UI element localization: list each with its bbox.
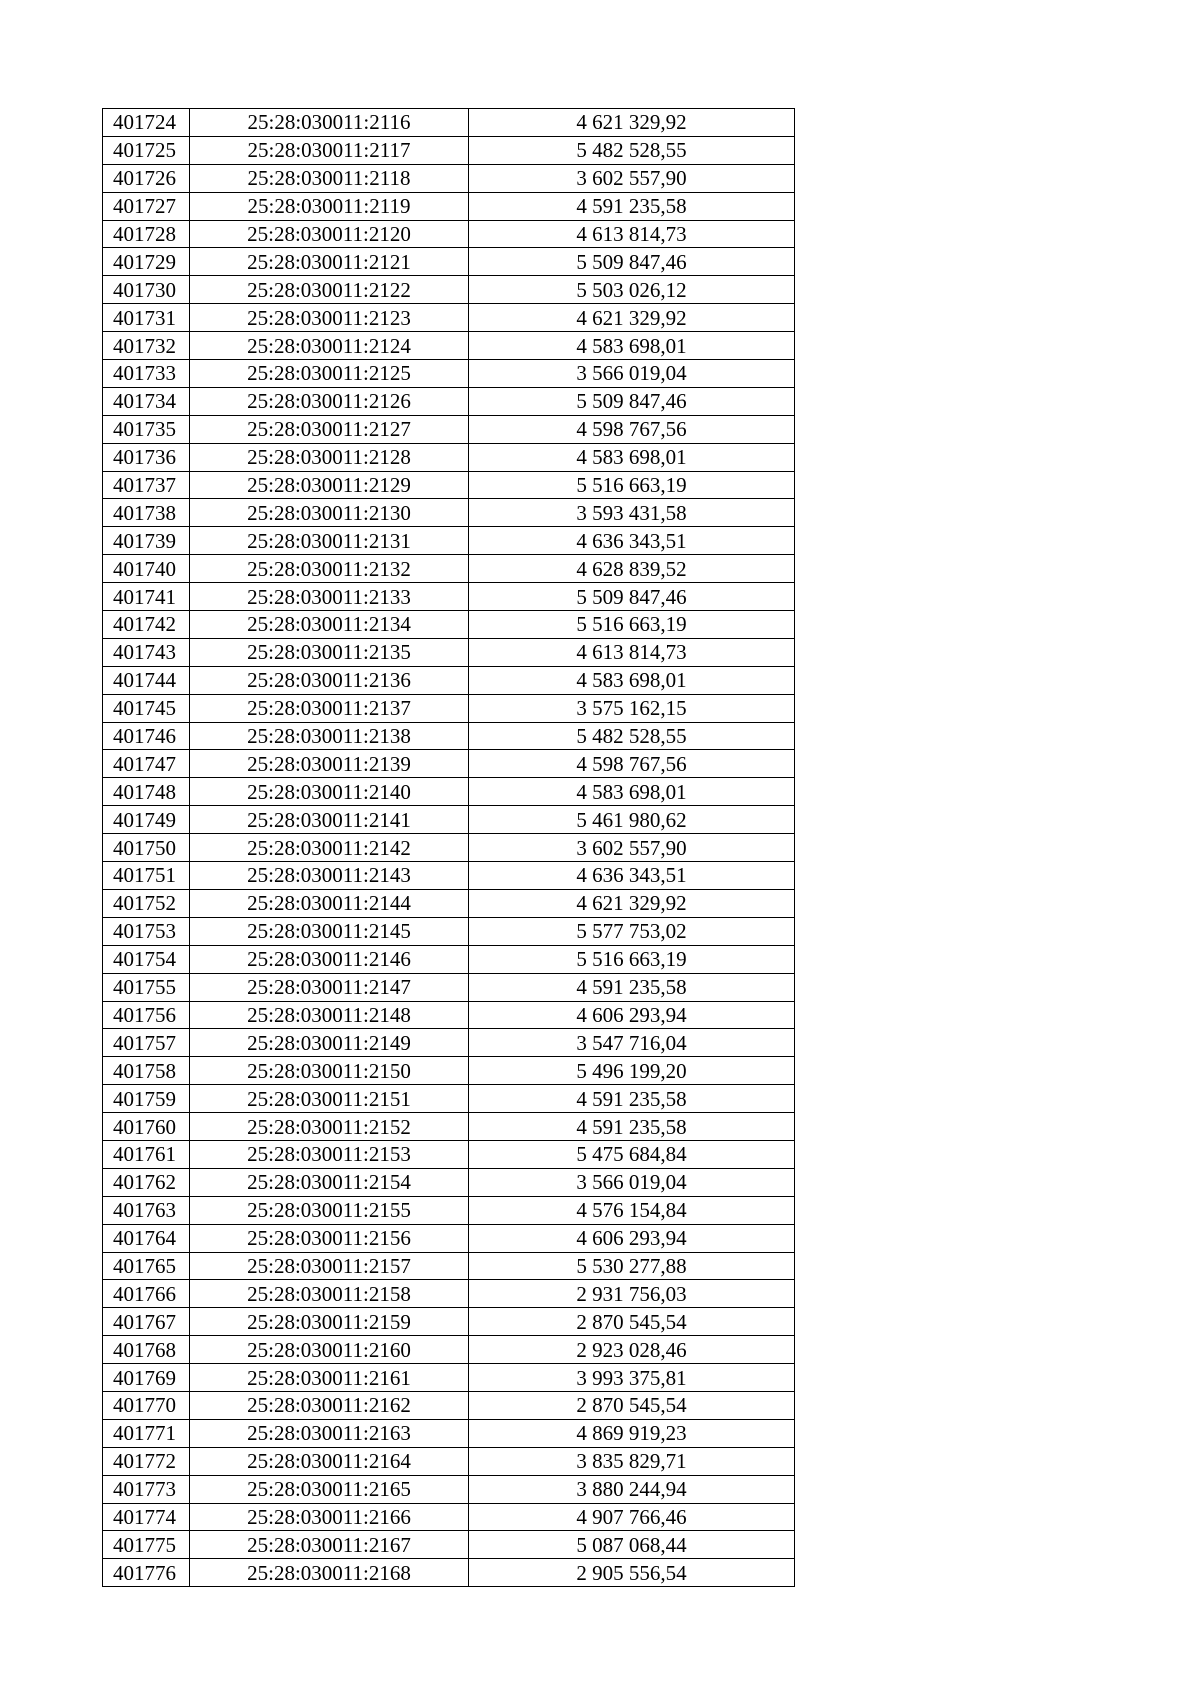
table-row — [103, 1140, 795, 1168]
cadastral-number-cell: 25:28:030011:2156 — [190, 1224, 469, 1252]
cadastral-number-cell: 25:28:030011:2163 — [190, 1419, 469, 1447]
cadastral-number-cell: 25:28:030011:2145 — [190, 917, 469, 945]
cadastral-value-cell: 5 496 199,20 — [469, 1057, 795, 1085]
table-row — [103, 387, 795, 415]
table-row — [103, 834, 795, 862]
cadastral-value-cell: 4 583 698,01 — [469, 443, 795, 471]
cadastral-value-cell: 5 509 847,46 — [469, 583, 795, 611]
cadastral-number-cell: 25:28:030011:2125 — [190, 360, 469, 388]
cadastral-value-cell: 5 509 847,46 — [469, 248, 795, 276]
cadastral-value-cell: 4 613 814,73 — [469, 220, 795, 248]
table-row — [103, 1113, 795, 1141]
table-row — [103, 917, 795, 945]
cadastral-number-cell: 25:28:030011:2165 — [190, 1475, 469, 1503]
row-number-cell: 401738 — [103, 499, 190, 527]
table-row — [103, 1559, 795, 1587]
cadastral-value-cell: 4 621 329,92 — [469, 109, 795, 137]
table-row — [103, 248, 795, 276]
row-number-cell: 401776 — [103, 1559, 190, 1587]
cadastral-value-cell: 4 628 839,52 — [469, 555, 795, 583]
row-number-cell: 401757 — [103, 1029, 190, 1057]
row-number-cell: 401764 — [103, 1224, 190, 1252]
table-row — [103, 806, 795, 834]
cadastral-value-cell: 5 516 663,19 — [469, 611, 795, 639]
cadastral-value-cell: 4 591 235,58 — [469, 1085, 795, 1113]
cadastral-number-cell: 25:28:030011:2131 — [190, 527, 469, 555]
cadastral-number-cell: 25:28:030011:2153 — [190, 1140, 469, 1168]
cadastral-number-cell: 25:28:030011:2147 — [190, 973, 469, 1001]
row-number-cell: 401734 — [103, 387, 190, 415]
cadastral-value-cell: 5 577 753,02 — [469, 917, 795, 945]
row-number-cell: 401765 — [103, 1252, 190, 1280]
cadastral-value-cell: 4 907 766,46 — [469, 1503, 795, 1531]
cadastral-number-cell: 25:28:030011:2159 — [190, 1308, 469, 1336]
cadastral-number-cell: 25:28:030011:2119 — [190, 192, 469, 220]
row-number-cell: 401728 — [103, 220, 190, 248]
cadastral-value-cell: 4 583 698,01 — [469, 332, 795, 360]
table-row — [103, 164, 795, 192]
row-number-cell: 401773 — [103, 1475, 190, 1503]
table-row — [103, 332, 795, 360]
cadastral-number-cell: 25:28:030011:2129 — [190, 471, 469, 499]
cadastral-value-cell: 4 869 919,23 — [469, 1419, 795, 1447]
row-number-cell: 401740 — [103, 555, 190, 583]
cadastral-number-cell: 25:28:030011:2122 — [190, 276, 469, 304]
table-row — [103, 1308, 795, 1336]
cadastral-number-cell: 25:28:030011:2144 — [190, 889, 469, 917]
cadastral-value-cell: 4 636 343,51 — [469, 527, 795, 555]
row-number-cell: 401751 — [103, 862, 190, 890]
table-row — [103, 1364, 795, 1392]
table-row — [103, 1001, 795, 1029]
cadastral-number-cell: 25:28:030011:2158 — [190, 1280, 469, 1308]
row-number-cell: 401769 — [103, 1364, 190, 1392]
table-row — [103, 136, 795, 164]
row-number-cell: 401748 — [103, 778, 190, 806]
row-number-cell: 401753 — [103, 917, 190, 945]
cadastral-value-table — [102, 108, 795, 1587]
row-number-cell: 401754 — [103, 945, 190, 973]
cadastral-value-cell: 4 583 698,01 — [469, 778, 795, 806]
cadastral-value-cell: 3 602 557,90 — [469, 164, 795, 192]
table-row — [103, 360, 795, 388]
row-number-cell: 401731 — [103, 304, 190, 332]
row-number-cell: 401737 — [103, 471, 190, 499]
cadastral-value-cell: 5 087 068,44 — [469, 1531, 795, 1559]
cadastral-value-cell: 5 530 277,88 — [469, 1252, 795, 1280]
row-number-cell: 401759 — [103, 1085, 190, 1113]
cadastral-value-cell: 4 621 329,92 — [469, 304, 795, 332]
cadastral-number-cell: 25:28:030011:2126 — [190, 387, 469, 415]
cadastral-number-cell: 25:28:030011:2120 — [190, 220, 469, 248]
row-number-cell: 401752 — [103, 889, 190, 917]
table-row — [103, 415, 795, 443]
cadastral-number-cell: 25:28:030011:2118 — [190, 164, 469, 192]
table-row — [103, 555, 795, 583]
cadastral-number-cell: 25:28:030011:2121 — [190, 248, 469, 276]
table-row — [103, 192, 795, 220]
cadastral-number-cell: 25:28:030011:2124 — [190, 332, 469, 360]
table-row — [103, 666, 795, 694]
cadastral-number-cell: 25:28:030011:2123 — [190, 304, 469, 332]
table-row — [103, 1029, 795, 1057]
table-row — [103, 1280, 795, 1308]
row-number-cell: 401749 — [103, 806, 190, 834]
cadastral-value-cell: 4 591 235,58 — [469, 192, 795, 220]
table-row — [103, 1531, 795, 1559]
cadastral-number-cell: 25:28:030011:2139 — [190, 750, 469, 778]
row-number-cell: 401745 — [103, 694, 190, 722]
table-row — [103, 1085, 795, 1113]
cadastral-number-cell: 25:28:030011:2160 — [190, 1336, 469, 1364]
row-number-cell: 401724 — [103, 109, 190, 137]
table-row — [103, 471, 795, 499]
cadastral-number-cell: 25:28:030011:2150 — [190, 1057, 469, 1085]
row-number-cell: 401768 — [103, 1336, 190, 1364]
cadastral-number-cell: 25:28:030011:2128 — [190, 443, 469, 471]
row-number-cell: 401729 — [103, 248, 190, 276]
cadastral-number-cell: 25:28:030011:2140 — [190, 778, 469, 806]
row-number-cell: 401771 — [103, 1419, 190, 1447]
cadastral-value-cell: 3 566 019,04 — [469, 1168, 795, 1196]
cadastral-value-cell: 4 598 767,56 — [469, 750, 795, 778]
row-number-cell: 401739 — [103, 527, 190, 555]
row-number-cell: 401760 — [103, 1113, 190, 1141]
cadastral-number-cell: 25:28:030011:2162 — [190, 1391, 469, 1419]
cadastral-number-cell: 25:28:030011:2135 — [190, 638, 469, 666]
cadastral-value-cell: 5 516 663,19 — [469, 471, 795, 499]
cadastral-number-cell: 25:28:030011:2155 — [190, 1196, 469, 1224]
cadastral-number-cell: 25:28:030011:2132 — [190, 555, 469, 583]
row-number-cell: 401775 — [103, 1531, 190, 1559]
cadastral-number-cell: 25:28:030011:2168 — [190, 1559, 469, 1587]
row-number-cell: 401742 — [103, 611, 190, 639]
row-number-cell: 401755 — [103, 973, 190, 1001]
cadastral-value-cell: 5 482 528,55 — [469, 136, 795, 164]
table-row — [103, 1057, 795, 1085]
table-row — [103, 443, 795, 471]
cadastral-value-cell: 4 576 154,84 — [469, 1196, 795, 1224]
table-row — [103, 583, 795, 611]
cadastral-number-cell: 25:28:030011:2130 — [190, 499, 469, 527]
cadastral-value-cell: 2 870 545,54 — [469, 1391, 795, 1419]
table-row — [103, 1252, 795, 1280]
cadastral-number-cell: 25:28:030011:2127 — [190, 415, 469, 443]
table-row — [103, 750, 795, 778]
table-body — [103, 109, 795, 1587]
cadastral-value-cell: 4 621 329,92 — [469, 889, 795, 917]
cadastral-number-cell: 25:28:030011:2143 — [190, 862, 469, 890]
row-number-cell: 401730 — [103, 276, 190, 304]
row-number-cell: 401744 — [103, 666, 190, 694]
row-number-cell: 401761 — [103, 1140, 190, 1168]
table-row — [103, 889, 795, 917]
table-row — [103, 276, 795, 304]
table-row — [103, 1224, 795, 1252]
cadastral-value-cell: 3 575 162,15 — [469, 694, 795, 722]
row-number-cell: 401763 — [103, 1196, 190, 1224]
row-number-cell: 401743 — [103, 638, 190, 666]
row-number-cell: 401736 — [103, 443, 190, 471]
table-row — [103, 1475, 795, 1503]
cadastral-value-cell: 3 593 431,58 — [469, 499, 795, 527]
table-row — [103, 1391, 795, 1419]
row-number-cell: 401725 — [103, 136, 190, 164]
row-number-cell: 401735 — [103, 415, 190, 443]
cadastral-value-cell: 4 598 767,56 — [469, 415, 795, 443]
row-number-cell: 401732 — [103, 332, 190, 360]
cadastral-number-cell: 25:28:030011:2161 — [190, 1364, 469, 1392]
cadastral-number-cell: 25:28:030011:2149 — [190, 1029, 469, 1057]
cadastral-number-cell: 25:28:030011:2157 — [190, 1252, 469, 1280]
cadastral-value-cell: 2 905 556,54 — [469, 1559, 795, 1587]
row-number-cell: 401756 — [103, 1001, 190, 1029]
cadastral-value-cell: 4 606 293,94 — [469, 1224, 795, 1252]
cadastral-number-cell: 25:28:030011:2152 — [190, 1113, 469, 1141]
cadastral-value-cell: 2 923 028,46 — [469, 1336, 795, 1364]
table-row — [103, 499, 795, 527]
table-row — [103, 1447, 795, 1475]
cadastral-number-cell: 25:28:030011:2136 — [190, 666, 469, 694]
table-row — [103, 220, 795, 248]
table-row — [103, 778, 795, 806]
cadastral-value-cell: 5 509 847,46 — [469, 387, 795, 415]
row-number-cell: 401770 — [103, 1391, 190, 1419]
table-row — [103, 722, 795, 750]
cadastral-value-cell: 5 516 663,19 — [469, 945, 795, 973]
row-number-cell: 401747 — [103, 750, 190, 778]
cadastral-value-cell: 4 613 814,73 — [469, 638, 795, 666]
table-row — [103, 109, 795, 137]
cadastral-number-cell: 25:28:030011:2116 — [190, 109, 469, 137]
cadastral-number-cell: 25:28:030011:2134 — [190, 611, 469, 639]
cadastral-value-cell: 5 461 980,62 — [469, 806, 795, 834]
row-number-cell: 401762 — [103, 1168, 190, 1196]
table-row — [103, 945, 795, 973]
row-number-cell: 401727 — [103, 192, 190, 220]
cadastral-value-cell: 5 482 528,55 — [469, 722, 795, 750]
cadastral-value-cell: 3 835 829,71 — [469, 1447, 795, 1475]
row-number-cell: 401726 — [103, 164, 190, 192]
cadastral-value-cell: 5 503 026,12 — [469, 276, 795, 304]
cadastral-value-cell: 3 880 244,94 — [469, 1475, 795, 1503]
cadastral-value-cell: 2 870 545,54 — [469, 1308, 795, 1336]
row-number-cell: 401772 — [103, 1447, 190, 1475]
cadastral-number-cell: 25:28:030011:2164 — [190, 1447, 469, 1475]
cadastral-number-cell: 25:28:030011:2151 — [190, 1085, 469, 1113]
row-number-cell: 401746 — [103, 722, 190, 750]
row-number-cell: 401750 — [103, 834, 190, 862]
row-number-cell: 401733 — [103, 360, 190, 388]
cadastral-number-cell: 25:28:030011:2148 — [190, 1001, 469, 1029]
cadastral-value-cell: 3 602 557,90 — [469, 834, 795, 862]
cadastral-number-cell: 25:28:030011:2137 — [190, 694, 469, 722]
table-row — [103, 1336, 795, 1364]
cadastral-value-cell: 3 547 716,04 — [469, 1029, 795, 1057]
cadastral-number-cell: 25:28:030011:2154 — [190, 1168, 469, 1196]
cadastral-value-cell: 4 583 698,01 — [469, 666, 795, 694]
cadastral-value-cell: 4 591 235,58 — [469, 1113, 795, 1141]
cadastral-value-cell: 5 475 684,84 — [469, 1140, 795, 1168]
row-number-cell: 401767 — [103, 1308, 190, 1336]
table-row — [103, 973, 795, 1001]
table-row — [103, 638, 795, 666]
row-number-cell: 401758 — [103, 1057, 190, 1085]
cadastral-number-cell: 25:28:030011:2166 — [190, 1503, 469, 1531]
table-row — [103, 611, 795, 639]
cadastral-number-cell: 25:28:030011:2133 — [190, 583, 469, 611]
table-row — [103, 527, 795, 555]
cadastral-value-cell: 3 993 375,81 — [469, 1364, 795, 1392]
row-number-cell: 401741 — [103, 583, 190, 611]
row-number-cell: 401774 — [103, 1503, 190, 1531]
row-number-cell: 401766 — [103, 1280, 190, 1308]
table-row — [103, 1503, 795, 1531]
table-row — [103, 694, 795, 722]
table-row — [103, 1196, 795, 1224]
cadastral-value-cell: 4 636 343,51 — [469, 862, 795, 890]
cadastral-value-cell: 3 566 019,04 — [469, 360, 795, 388]
cadastral-number-cell: 25:28:030011:2138 — [190, 722, 469, 750]
cadastral-number-cell: 25:28:030011:2142 — [190, 834, 469, 862]
table-row — [103, 862, 795, 890]
cadastral-number-cell: 25:28:030011:2117 — [190, 136, 469, 164]
cadastral-number-cell: 25:28:030011:2167 — [190, 1531, 469, 1559]
table-row — [103, 1168, 795, 1196]
table-row — [103, 304, 795, 332]
cadastral-value-cell: 2 931 756,03 — [469, 1280, 795, 1308]
cadastral-number-cell: 25:28:030011:2146 — [190, 945, 469, 973]
table-row — [103, 1419, 795, 1447]
cadastral-value-cell: 4 606 293,94 — [469, 1001, 795, 1029]
cadastral-value-cell: 4 591 235,58 — [469, 973, 795, 1001]
cadastral-number-cell: 25:28:030011:2141 — [190, 806, 469, 834]
